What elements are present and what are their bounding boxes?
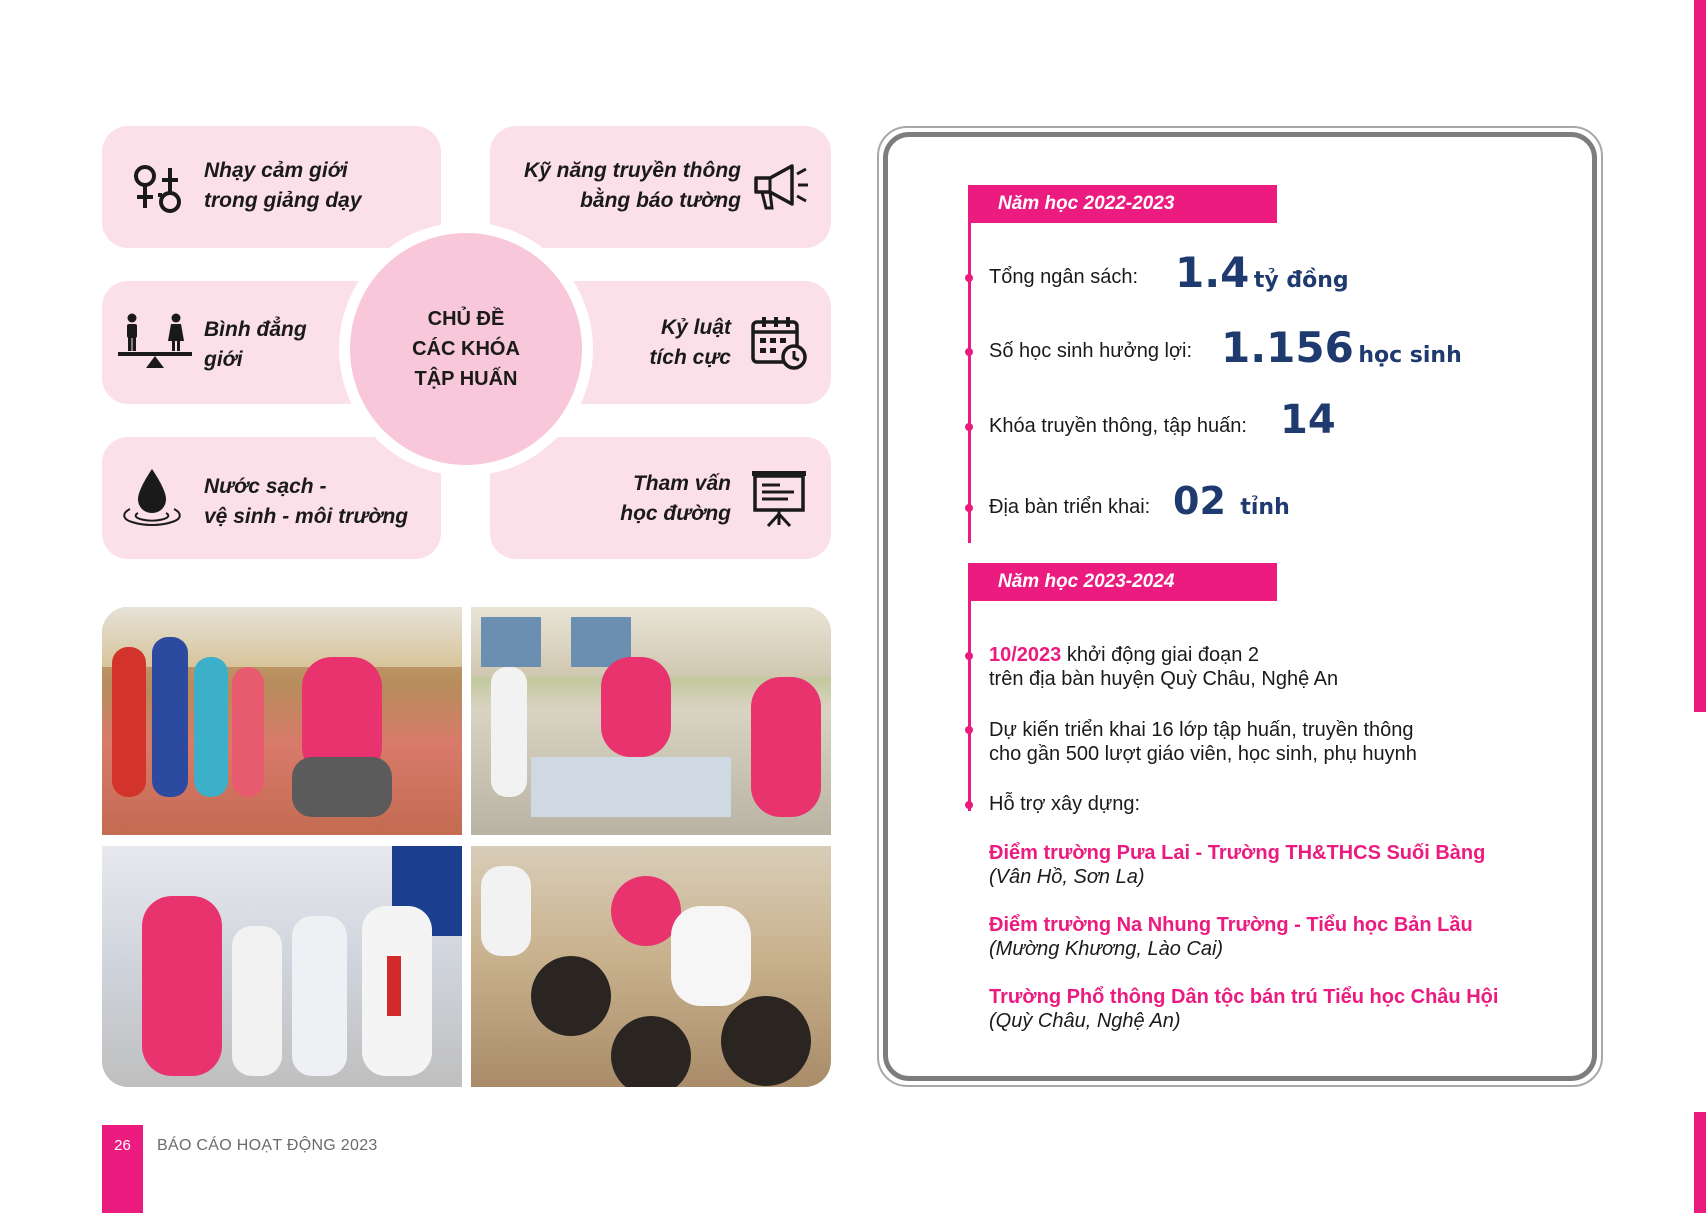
timeline-dot xyxy=(965,726,973,734)
hub-title-line: CHỦ ĐỀ xyxy=(427,308,505,330)
topic-label: Kỷ luật tích cực xyxy=(649,316,731,369)
megaphone-icon xyxy=(752,162,810,212)
stat-label-courses: Khóa truyền thông, tập huấn: xyxy=(989,415,1247,437)
calendar-clock-icon xyxy=(750,315,808,371)
launch-note: 10/2023 khởi động giai đoạn 2 trên địa bàn huyện Quỳ Châu, Nghệ An xyxy=(989,644,1339,690)
school-entry: Điểm trường Na Nhung Trường - Tiểu học Bản Lầu (Mường Khương, Lào Cai) xyxy=(989,914,1473,960)
topic-label: Bình đẳng giới xyxy=(204,318,307,371)
stat-value-budget: 1.4 tỷ đồng xyxy=(1175,248,1349,297)
hub-title-line: TẬP HUẤN xyxy=(414,368,518,390)
timeline-line-2022 xyxy=(968,185,971,543)
school-entry: Điểm trường Pưa Lai - Trường TH&THCS Suối Bàng (Vân Hồ, Sơn La) xyxy=(989,842,1486,888)
gender-symbols-icon xyxy=(132,162,190,216)
photo-classroom-activity xyxy=(471,846,831,1087)
presentation-board-icon xyxy=(750,469,808,529)
stat-value-beneficiaries: 1.156 học sinh xyxy=(1221,323,1462,372)
stat-label-beneficiaries: Số học sinh hưởng lợi: xyxy=(989,340,1193,362)
stat-label-provinces: Địa bàn triển khai: xyxy=(989,496,1151,518)
topic-label: Tham vấn học đường xyxy=(620,472,731,525)
photo-collage xyxy=(102,607,831,1087)
photo-students-receiving-gifts xyxy=(102,607,462,835)
plan-note: Dự kiến triển khai 16 lớp tập huấn, truyền thông cho gần 500 lượt giáo viên, học sinh, phụ huynh xyxy=(989,719,1417,765)
topic-tile-communication-skills xyxy=(490,126,831,248)
stat-value-courses: 14 xyxy=(1280,397,1336,443)
year-heading-2022-2023: Năm học 2022-2023 xyxy=(969,185,1277,223)
topic-label: Kỹ năng truyền thông bằng báo tường xyxy=(524,159,741,212)
support-label: Hỗ trợ xây dựng: xyxy=(989,793,1141,815)
timeline-dot xyxy=(965,423,973,431)
timeline-dot xyxy=(965,801,973,809)
topic-tile-gender-sensitivity xyxy=(102,126,441,248)
page-number: 26 xyxy=(114,1137,131,1154)
photo-students-in-uniform xyxy=(102,846,462,1087)
water-drop-icon xyxy=(118,467,186,527)
topic-label: Nước sạch - vệ sinh - môi trường xyxy=(204,475,409,528)
topic-tile-clean-water xyxy=(102,437,441,559)
topic-label: Nhạy cảm giới trong giảng dạy xyxy=(204,159,362,212)
topics-hub xyxy=(350,233,582,465)
timeline-dot xyxy=(965,348,973,356)
timeline-dot xyxy=(965,274,973,282)
timeline-dot xyxy=(965,504,973,512)
timeline-dot xyxy=(965,652,973,660)
balance-scale-people-icon xyxy=(118,313,194,369)
school-entry: Trường Phổ thông Dân tộc bán trú Tiểu học Châu Hội (Quỳ Châu, Nghệ An) xyxy=(989,986,1499,1032)
photo-teacher-distributing-supplies xyxy=(471,607,831,835)
stat-value-provinces: 02 tỉnh xyxy=(1173,479,1290,523)
edge-accent-bar-top xyxy=(1694,0,1706,712)
stat-label-budget: Tổng ngân sách: xyxy=(989,266,1138,288)
topic-tile-school-counseling xyxy=(490,437,831,559)
hub-title-line: CÁC KHÓA xyxy=(412,338,520,360)
footer-report-title: BÁO CÁO HOẠT ĐỘNG 2023 xyxy=(157,1137,378,1154)
edge-accent-bar-bottom xyxy=(1694,1112,1706,1213)
year-heading-2023-2024: Năm học 2023-2024 xyxy=(969,563,1277,601)
